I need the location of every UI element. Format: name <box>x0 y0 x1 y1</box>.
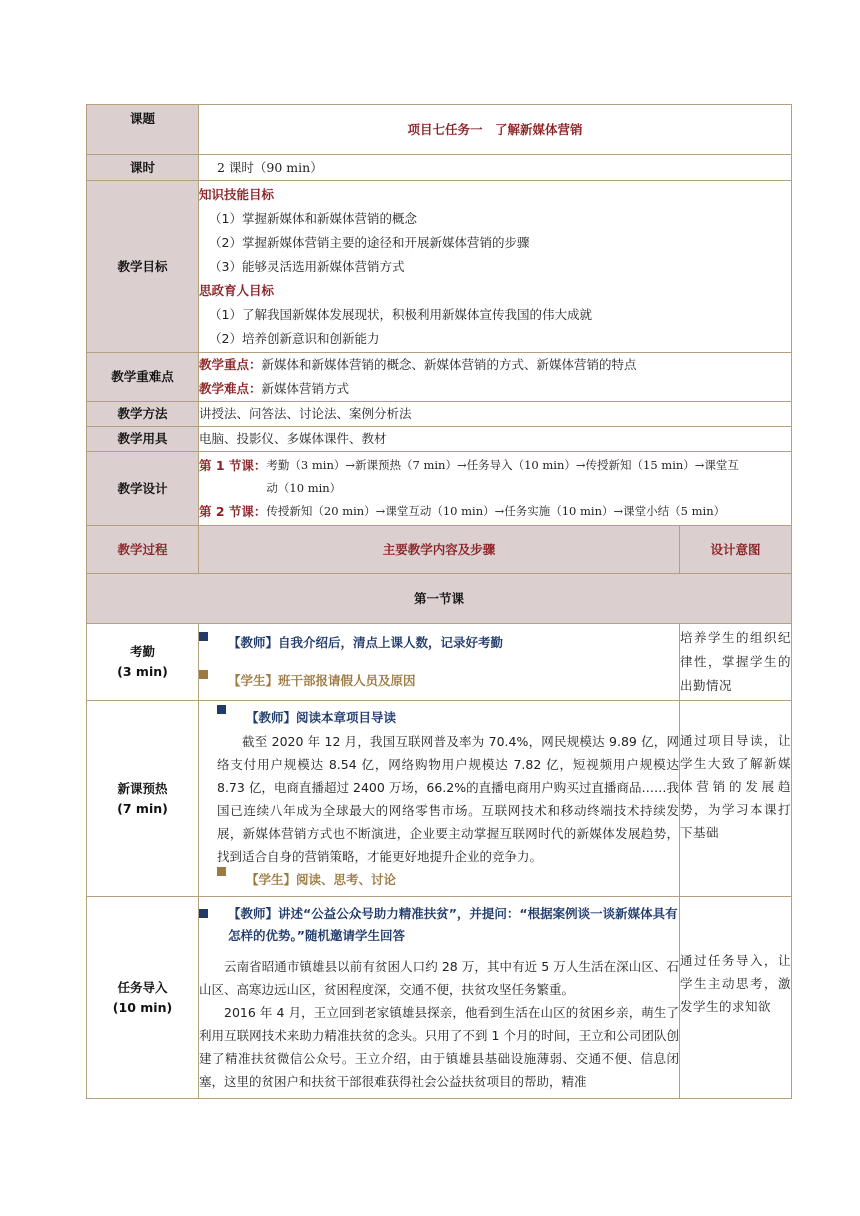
methods-value: 讲授法、问答法、讨论法、案例分析法 <box>199 402 792 427</box>
focus-text: 新媒体和新媒体营销的概念、新媒体营销的方式、新媒体营销的特点 <box>261 357 637 372</box>
knowledge-title: 知识技能目标 <box>199 186 275 202</box>
step-content <box>199 624 680 701</box>
tools-value: 电脑、投影仪、多媒体课件、教材 <box>199 427 792 452</box>
page-title: 项目七任务一 了解新媒体营销 <box>199 105 792 155</box>
student-line: 【学生】班干部报请假人员及原因 <box>228 673 416 688</box>
bullet-square-icon <box>199 670 208 679</box>
hours-value: 2 课时（90 min） <box>199 155 792 181</box>
lesson1-line: 动（10 min） <box>266 481 342 495</box>
hours-label: 课时 <box>87 155 199 181</box>
lesson2-label: 第 2 节课： <box>199 504 267 519</box>
ideology-title: 思政育人目标 <box>199 282 275 298</box>
keypoints-content <box>199 353 792 402</box>
step-name: 新课预热 <box>117 780 168 796</box>
step-time: (3 min) <box>117 664 168 679</box>
teacher-line: 【教师】自我介绍后，清点上课人数，记录好考勤 <box>228 635 504 650</box>
bullet-square-icon <box>199 632 208 641</box>
step-label <box>87 897 199 1099</box>
bullet-square-icon <box>199 909 208 918</box>
teacher-line: 【教师】阅读本章项目导读 <box>246 709 397 725</box>
case-paragraph: 2016 年 4 月，王立回到老家镇雄县探亲，他看到生活在山区的贫困乡亲，萌生了利用互联网技术来助力精准扶贫的念头。只用了不到 1 个月的时间，王立和公司团队创建了精准扶贫微信公众号。王立介绍，由于镇雄县基础设施薄弱、交通不便、信息闭塞，这里的贫困户和扶贫干部很难获得社会公益扶贫项目的帮助，精准 <box>199 1005 679 1089</box>
knowledge-item: （1）掌握新媒体和新媒体营销的概念 <box>209 210 417 226</box>
lesson1-label: 第 1 节课： <box>199 458 267 473</box>
teacher-line: 【教师】讲述“公益公众号助力精准扶贫”，并提问：“根据案例谈一谈新媒体具有怎样的优势。”随机邀请学生回答 <box>228 906 678 943</box>
keypoints-label: 教学重难点 <box>87 353 199 402</box>
topic-label: 课题 <box>87 105 199 155</box>
step-name: 考勤 <box>129 644 155 659</box>
student-line: 【学生】阅读、思考、讨论 <box>246 871 397 887</box>
column-header-process: 教学过程 <box>87 526 199 574</box>
step-time: (10 min) <box>112 999 173 1015</box>
ideology-item: （1）了解我国新媒体发展现状，积极利用新媒体宣传我国的伟大成就 <box>209 306 592 322</box>
bullet-square-icon <box>217 867 226 876</box>
knowledge-item: （3）能够灵活选用新媒体营销方式 <box>209 258 405 274</box>
focus-label: 教学重点： <box>199 357 262 372</box>
column-header-intent: 设计意图 <box>680 526 792 574</box>
design-label: 教学设计 <box>87 452 199 526</box>
case-paragraph: 云南省昭通市镇雄县以前有贫困人口约 28 万，其中有近 5 万人生活在深山区、石山区、高寒边远山区，贫困程度深，交通不便，扶贫攻坚任务繁重。 <box>199 959 679 997</box>
design-content <box>199 452 792 526</box>
lesson1-line: 考勤（3 min）→新课预热（7 min）→任务导入（10 min）→传授新知（15 min）→课堂互 <box>266 458 739 472</box>
objectives-content <box>199 181 792 353</box>
step-intent: 培养学生的组织纪律性，掌握学生的出勤情况 <box>680 624 792 701</box>
ideology-item: （2）培养创新意识和创新能力 <box>209 330 380 346</box>
section-title: 第一节课 <box>87 574 792 624</box>
step-content <box>199 701 680 897</box>
difficulty-label: 教学难点： <box>199 381 262 396</box>
step-label <box>87 624 199 701</box>
lesson2-text: 传授新知（20 min）→课堂互动（10 min）→任务实施（10 min）→课堂小结（5 min） <box>266 504 726 518</box>
step-time: (7 min) <box>117 800 168 816</box>
methods-label: 教学方法 <box>87 402 199 427</box>
tools-label: 教学用具 <box>87 427 199 452</box>
step-content <box>199 897 680 1099</box>
lesson-plan-table <box>86 104 792 1099</box>
step-label <box>87 701 199 897</box>
step-name: 任务导入 <box>117 979 168 995</box>
step-intent: 通过项目导读，让学生大致了解新媒体营销的发展趋势，为学习本课打下基础 <box>680 701 792 897</box>
bullet-square-icon <box>217 705 226 714</box>
objectives-label: 教学目标 <box>87 181 199 353</box>
difficulty-text: 新媒体营销方式 <box>261 381 350 396</box>
step-intent: 通过任务导入，让学生主动思考，激发学生的求知欲 <box>680 897 792 1099</box>
knowledge-item: （2）掌握新媒体营销主要的途径和开展新媒体营销的步骤 <box>209 234 530 250</box>
reading-paragraph: 截至 2020 年 12 月，我国互联网普及率为 70.4%，网民规模达 9.89 亿，网络支付用户规模达 8.54 亿，网络购物用户规模达 7.82 亿，短视频用户规模达 8.73 亿，电商直播超过 2400 万场，66.2%的直播电商用户购买过直播商品……我国已连续八年成为全球最大的网络零售市场。互联网技术和移动终端技术持续发展，新媒体营销方式也不断演进，企业要主动掌握互联网时代的新媒体发展趋势，找到适合自身的营销策略，才能更好地提升企业的竞争力。 <box>217 733 679 864</box>
column-header-content: 主要教学内容及步骤 <box>199 526 680 574</box>
